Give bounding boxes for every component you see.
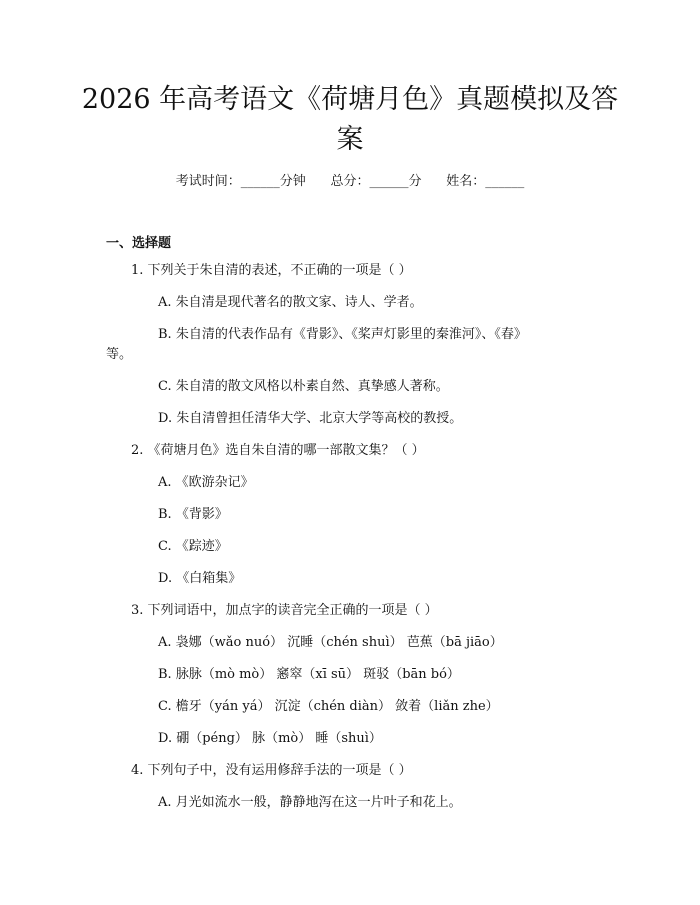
question-1-option-a: A. 朱自清是现代著名的散文家、诗人、学者。 — [158, 295, 423, 310]
exam-meta-line: 考试时间：______分钟 总分：______分 姓名：______ — [175, 174, 525, 189]
question-3-option-d: D. 硼（péng） 脉（mò） 睡（shuì） — [158, 731, 382, 746]
question-4-option-a: A. 月光如流水一般，静静地泻在这一片叶子和花上。 — [158, 795, 462, 810]
question-2-option-c: C. 《踪迹》 — [158, 539, 228, 554]
question-1-stem: 1. 下列关于朱自清的表述，不正确的一项是（ ） — [131, 263, 412, 278]
question-1-option-c: C. 朱自清的散文风格以朴素自然、真挚感人著称。 — [158, 379, 449, 394]
question-1-option-b-continued: 等。 — [106, 347, 133, 362]
question-3-stem: 3. 下列词语中，加点字的读音完全正确的一项是（ ） — [131, 603, 438, 618]
section-heading: 一、选择题 — [106, 236, 172, 251]
question-4-stem: 4. 下列句子中，没有运用修辞手法的一项是（ ） — [131, 763, 412, 778]
question-3-option-c: C. 檐牙（yán yá） 沉淀（chén diàn） 敛着（liǎn zhe） — [158, 699, 499, 714]
question-1-option-d: D. 朱自清曾担任清华大学、北京大学等高校的教授。 — [158, 411, 463, 426]
question-2-stem: 2. 《荷塘月色》选自朱自清的哪一部散文集？（ ） — [131, 443, 425, 458]
question-3-option-b: B. 脉脉（mò mò） 窸窣（xī sū） 斑驳（bān bó） — [158, 667, 460, 682]
question-1-option-b: B. 朱自清的代表作品有《背影》、《桨声灯影里的秦淮河》、《春》 — [158, 327, 527, 342]
question-3-option-a: A. 袅娜（wǎo nuó） 沉睡（chén shuì） 芭蕉（bā jiāo） — [158, 635, 503, 650]
question-2-option-b: B. 《背影》 — [158, 507, 228, 522]
document-title — [80, 80, 620, 160]
question-2-option-a: A. 《欧游杂记》 — [158, 475, 254, 490]
question-2-option-d: D. 《白箱集》 — [158, 571, 242, 586]
title-line-2: 案 — [336, 124, 364, 155]
title-line-1: 2026 年高考语文《荷塘月色》真题模拟及答 — [81, 84, 619, 115]
